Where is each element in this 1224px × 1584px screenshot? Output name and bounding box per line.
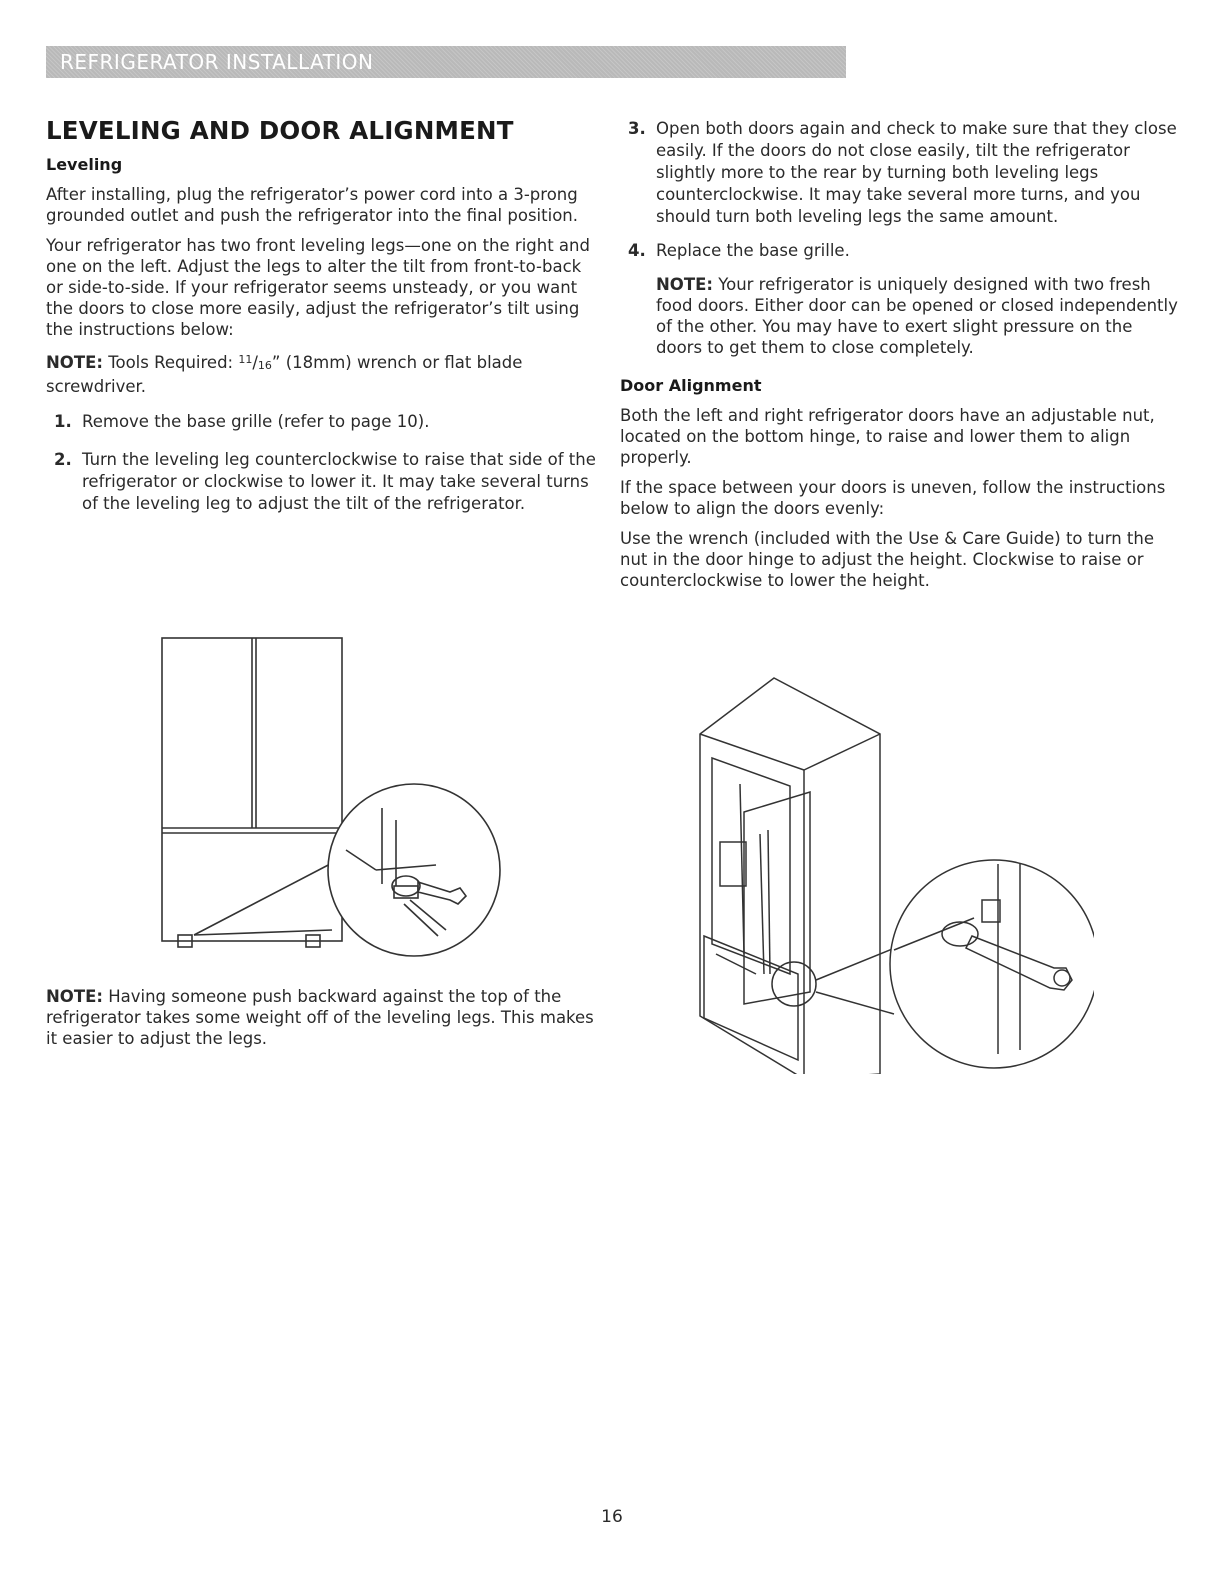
step-number: 2. — [54, 450, 72, 469]
fraction-numerator: 11 — [238, 353, 253, 366]
step-number: 3. — [628, 119, 646, 138]
doors-note — [620, 274, 1180, 358]
door-alignment-heading: Door Alignment — [620, 376, 762, 395]
step-text: Open both doors again and check to make sure that they close easily. If the doors do not close easily, tilt the refrigerator slightly more to the rear by turning both leveling legs counterclockwise. It may take several more turns, and you should turn both leveling legs the same amount. — [656, 119, 1177, 226]
step-text: Remove the base grille (refer to page 10). — [82, 412, 430, 431]
list-item — [620, 118, 1180, 228]
right-column — [620, 118, 1180, 600]
step-text: Turn the leveling leg counterclockwise to raise that side of the refrigerator or clockwise to lower it. It may take several turns of the leveling leg to adjust the tilt of the refrigerator. — [82, 450, 596, 513]
leveling-paragraph-2: Your refrigerator has two front leveling legs—one on the right and one on the left. Adjust the legs to alter the tilt from front-to-back or side-to-side. If your refrigerator seems unsteady, or you want the doors to close more easily, adjust the refrigerator’s tilt using the instructions below: — [46, 236, 590, 339]
bottom-note-text: Having someone push backward against the top of the refrigerator takes some weight off of the leveling legs. This makes it easier to adjust the legs. — [46, 987, 594, 1048]
note-label: NOTE: — [46, 353, 103, 372]
door-alignment-paragraph-2: If the space between your doors is uneven, follow the instructions below to align the doors evenly: — [620, 478, 1166, 518]
leveling-steps — [46, 411, 598, 515]
hinge-detail-circle — [890, 860, 1094, 1068]
list-item — [46, 449, 598, 515]
tools-note: NOTE: Tools Required: $^{11}$/16” (18mm) wrench or flat blade screwdriver. — [46, 353, 523, 396]
doors-note-text: Your refrigerator is uniquely designed with two fresh food doors. Either door can be opened or closed independently of the other. You may have to exert slight pressure on the doors to get them to close completely. — [656, 275, 1178, 357]
note-label: NOTE: — [656, 275, 713, 294]
page-title: LEVELING AND DOOR ALIGNMENT — [46, 116, 514, 145]
leveling-heading: Leveling — [46, 155, 123, 174]
section-header-bar — [46, 46, 846, 78]
leveling-steps-continued — [620, 118, 1180, 262]
leveling-bottom-note — [46, 986, 602, 1049]
section-title: REFRIGERATOR INSTALLATION — [60, 50, 374, 74]
door-alignment-illustration — [694, 674, 1094, 1074]
door-alignment-paragraph-1: Both the left and right refrigerator doors have an adjustable nut, located on the bottom hinge, to raise and lower them to align properly. — [620, 406, 1155, 467]
fraction-denominator: 16 — [257, 359, 272, 372]
left-column — [46, 112, 598, 527]
leveling-leg-illustration — [150, 630, 510, 960]
tools-note-suffix: ” (18mm) wrench or flat blade screwdriver. — [46, 353, 523, 396]
callout-line-upper — [194, 862, 334, 935]
page-number: 16 — [601, 1507, 623, 1527]
list-item — [620, 240, 1180, 262]
note-label: NOTE: — [46, 987, 103, 1006]
leveling-paragraph-1: After installing, plug the refrigerator’s power cord into a 3-prong grounded outlet and push the refrigerator into the final position. — [46, 185, 578, 225]
step-number: 4. — [628, 241, 646, 260]
step-text: Replace the base grille. — [656, 241, 850, 260]
detail-circle — [328, 784, 500, 956]
step-number: 1. — [54, 412, 72, 431]
list-item — [46, 411, 598, 433]
tools-note-prefix: Tools Required: — [108, 353, 234, 372]
door-alignment-paragraph-3: Use the wrench (included with the Use & Care Guide) to turn the nut in the door hinge to adjust the height. Clockwise to raise or counterclockwise to lower the height. — [620, 529, 1154, 590]
